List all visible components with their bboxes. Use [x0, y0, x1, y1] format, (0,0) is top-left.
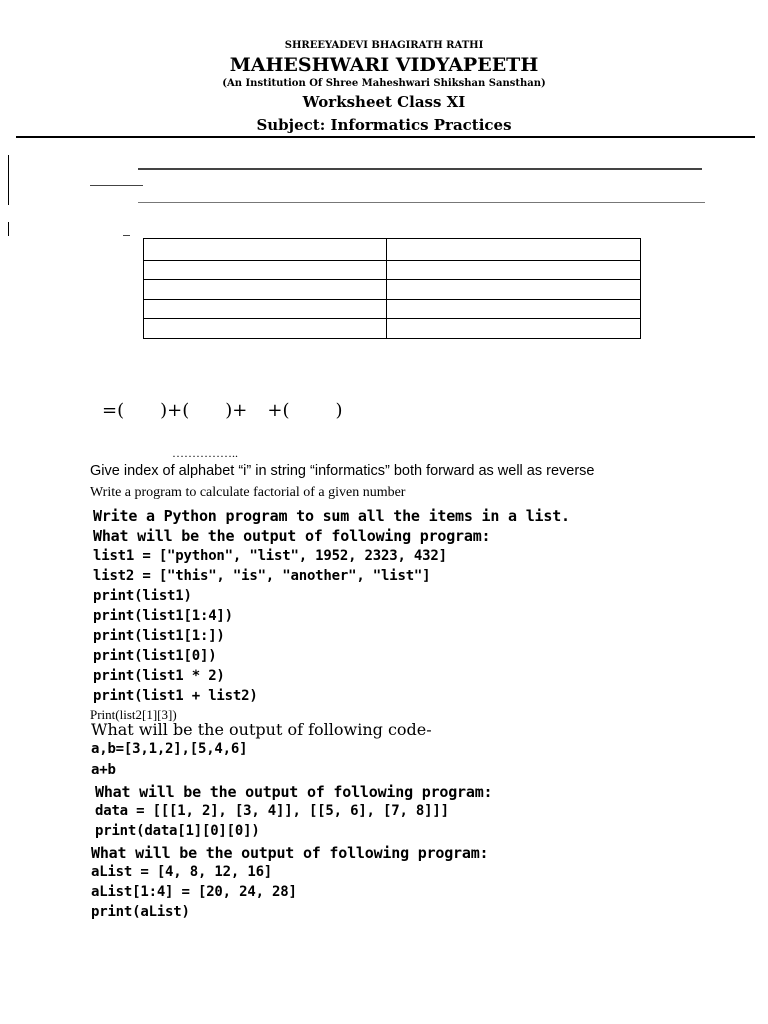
- dots: ……………..: [172, 446, 238, 460]
- school-name: MAHESHWARI VIDYAPEETH: [229, 54, 539, 76]
- table-cell: [387, 318, 641, 338]
- code-line: a,b=[3,1,2],[5,4,6]: [91, 741, 248, 757]
- question-factorial: Write a program to calculate factorial of a given number: [90, 485, 406, 500]
- question-sum: Write a Python program to sum all the items in a list.: [93, 507, 570, 525]
- formula-part: )+(: [160, 400, 190, 421]
- formula-part: )+: [225, 400, 248, 421]
- code-line: print(list1 * 2): [93, 668, 225, 684]
- code-line: list1 = ["python", "list", 1952, 2323, 432]: [93, 548, 447, 564]
- margin-bar: [8, 155, 9, 205]
- subject-title: Subject: Informatics Practices: [256, 116, 512, 134]
- code-line: print(aList): [91, 904, 190, 920]
- header-rule: [16, 136, 755, 138]
- code-line: print(list1[0]): [93, 648, 217, 664]
- code-line: print(list1): [93, 588, 192, 604]
- table-cell: [144, 318, 387, 338]
- code-line: print(list1[1:4]): [93, 608, 233, 624]
- question-output-4: What will be the output of following program:: [91, 844, 489, 862]
- code-line: print(list1 + list2): [93, 688, 258, 704]
- table-cell: [387, 261, 641, 280]
- question-output-1: What will be the output of following program:: [93, 527, 491, 545]
- code-line: aList = [4, 8, 12, 16]: [91, 864, 273, 880]
- table-cell: [387, 280, 641, 299]
- formula-part: +(: [267, 400, 290, 421]
- blank-line: [138, 168, 702, 170]
- formula-part: =(: [102, 400, 125, 421]
- code-line: aList[1:4] = [20, 24, 28]: [91, 884, 297, 900]
- blank-table: [143, 238, 641, 339]
- institution-line: (An Institution Of Shree Maheshwari Shikshan Sansthan): [222, 78, 546, 89]
- blank-line: [138, 202, 705, 203]
- table-cell: [387, 239, 641, 261]
- code-line: Print(list2[1][3]): [90, 707, 177, 722]
- formula-skeleton: [102, 400, 343, 421]
- margin-bar: [8, 222, 9, 236]
- blank-line: [123, 235, 130, 236]
- code-line: print(data[1][0][0]): [95, 823, 260, 839]
- question-output-2: What will be the output of following code-: [91, 720, 432, 739]
- table-cell: [144, 239, 387, 261]
- worksheet-title: Worksheet Class XI: [302, 93, 466, 111]
- code-line: data = [[[1, 2], [3, 4]], [[5, 6], [7, 8]]]: [95, 803, 449, 819]
- table-cell: [144, 299, 387, 318]
- school-prefix: SHREEYADEVI BHAGIRATH RATHI: [284, 40, 484, 51]
- formula-part: ): [335, 400, 343, 421]
- table-cell: [144, 261, 387, 280]
- question-output-3: What will be the output of following program:: [95, 783, 493, 801]
- code-line: a+b: [91, 762, 116, 778]
- table-cell: [144, 280, 387, 299]
- blank-line: [90, 185, 143, 186]
- code-line: list2 = ["this", "is", "another", "list"]: [93, 568, 431, 584]
- question-index: Give index of alphabet “i” in string “informatics” both forward as well as reverse: [90, 463, 595, 479]
- table-cell: [387, 299, 641, 318]
- code-line: print(list1[1:]): [93, 628, 225, 644]
